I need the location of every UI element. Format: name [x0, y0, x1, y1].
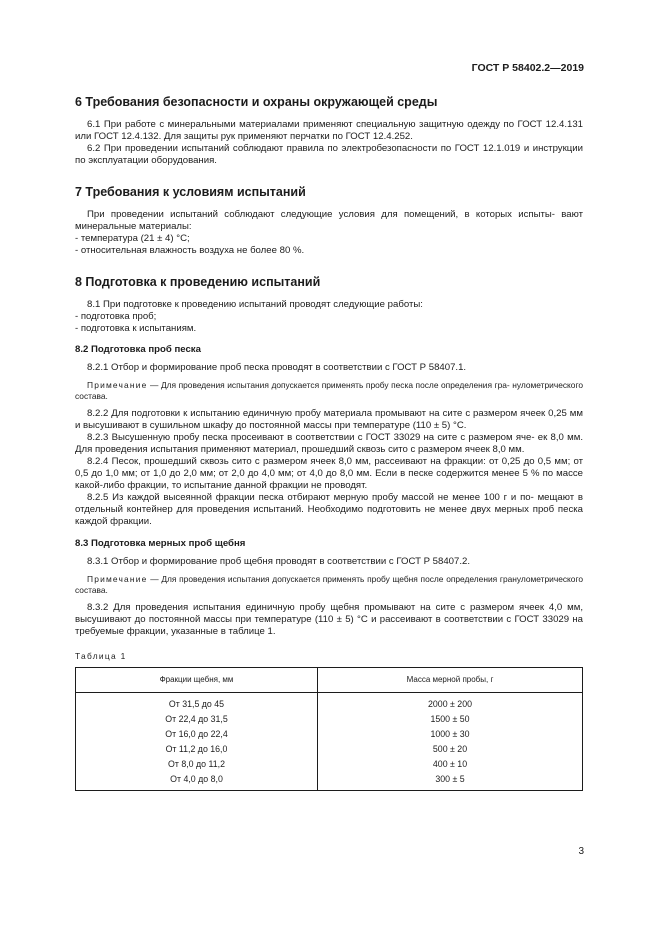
- list-item-humidity: - относительная влажность воздуха не более 80 %.: [75, 245, 305, 256]
- fraction-cell: От 22,4 до 31,5: [76, 711, 318, 726]
- column-header-fraction: Фракции щебня, мм: [76, 668, 318, 693]
- paragraph-6-1: 6.1 При работе с минеральными материалами применяют специальную защитную одежду по ГОСТ 12.4.131 или ГОСТ 12.4.132. Для защиты рук применяют перчатки по ГОСТ 12.4.252.: [75, 119, 583, 142]
- list-item-temperature: - температура (21 ± 4) °С;: [75, 233, 190, 244]
- page-content: [75, 94, 583, 791]
- table-row: [76, 756, 583, 771]
- fraction-cell: От 11,2 до 16,0: [76, 741, 318, 756]
- table-header-row: [76, 668, 583, 693]
- mass-cell: 500 ± 20: [318, 741, 583, 756]
- section-7-title: 7 Требования к условиям испытаний: [75, 185, 306, 199]
- note-8-2: [75, 380, 583, 402]
- note-text: — Для проведения испытания допускается применять пробу щебня после определения гранулометрического состава.: [75, 574, 583, 595]
- mass-cell: 2000 ± 200: [318, 693, 583, 712]
- section-8-title: 8 Подготовка к проведению испытаний: [75, 275, 321, 289]
- table-row: [76, 726, 583, 741]
- mass-cell: 1000 ± 30: [318, 726, 583, 741]
- subsection-8-3-title: 8.3 Подготовка мерных проб щебня: [75, 538, 246, 549]
- note-8-3: [75, 574, 583, 596]
- paragraph-8-2-2: 8.2.2 Для подготовки к испытанию единичную пробу материала промывают на сите с размером ячеек 0,25 мм и высушивают в сушильном шкафу до постоянной массы при температуре (110 ± 5) °С.: [75, 408, 583, 431]
- paragraph-8-2-4: 8.2.4 Песок, прошедший сквозь сито с размером ячеек 8,0 мм, рассеивают на фракции: от 0,25 до 0,5 мм; от 0,5 до 1,0 мм; от 1,0 до 2,0 мм; от 2,0 до 4,0 мм; от 4,0 до 8,0 мм. Если в песке содержится менее 5 % по массе какой-либо фракции, то испытание данной фракции не проводят.: [75, 456, 583, 491]
- note-label: Примечание: [87, 574, 148, 584]
- mass-cell: 1500 ± 50: [318, 711, 583, 726]
- list-item-test-prep: - подготовка к испытаниям.: [75, 323, 197, 334]
- paragraph-6-2: 6.2 При проведении испытаний соблюдают правила по электробезопасности по ГОСТ 12.1.019 и инструкции по эксплуатации оборудования.: [75, 143, 583, 166]
- mass-cell: 400 ± 10: [318, 756, 583, 771]
- note-text: — Для проведения испытания допускается применять пробу песка после определения гра- нулометрического состава.: [75, 380, 583, 401]
- page-number: 3: [578, 846, 584, 857]
- paragraph-8-3-2: 8.3.2 Для проведения испытания единичную пробу щебня промывают на сите с размером ячеек 4,0 мм, высушивают до постоянной массы при температуре (110 ± 5) °С и рассеивают в соответствии с ГОСТ 33029 на требуемые фракции, указанные в таблице 1.: [75, 602, 583, 637]
- column-header-mass: Масса мерной пробы, г: [318, 668, 583, 693]
- table-row: [76, 741, 583, 756]
- paragraph-7-intro: При проведении испытаний соблюдают следующие условия для помещений, в которых испыты- вают минеральные материалы:: [75, 209, 583, 232]
- table-row: [76, 711, 583, 726]
- sample-mass-table: [75, 667, 583, 791]
- section-6-title: 6 Требования безопасности и охраны окружающей среды: [75, 95, 438, 109]
- fraction-cell: От 31,5 до 45: [76, 693, 318, 712]
- subsection-8-2-title: 8.2 Подготовка проб песка: [75, 344, 201, 355]
- list-item-sample-prep: - подготовка проб;: [75, 311, 157, 322]
- table-row: [76, 693, 583, 712]
- paragraph-8-1: 8.1 При подготовке к проведению испытаний проводят следующие работы:: [87, 299, 423, 310]
- paragraph-8-2-3: 8.2.3 Высушенную пробу песка просеивают в соответствии с ГОСТ 33029 на сите с размером яче- ек 8,0 мм. Для проведения испытания применяют материал, прошедший сквозь сито с размером ячеек 8,0 мм.: [75, 432, 583, 455]
- fraction-cell: От 4,0 до 8,0: [76, 771, 318, 791]
- document-id-header: ГОСТ Р 58402.2—2019: [471, 62, 584, 74]
- table-row: [76, 771, 583, 791]
- fraction-cell: От 8,0 до 11,2: [76, 756, 318, 771]
- table-caption: Таблица 1: [75, 651, 127, 661]
- note-label: Примечание: [87, 380, 148, 390]
- fraction-cell: От 16,0 до 22,4: [76, 726, 318, 741]
- paragraph-8-2-5: 8.2.5 Из каждой высеянной фракции песка отбирают мерную пробу массой не менее 100 г и по- мещают в отдельный контейнер для проведения испытаний. Необходимо подготовить не менее двух мерных проб песка каждой фракции.: [75, 492, 583, 527]
- paragraph-8-3-1: 8.3.1 Отбор и формирование проб щебня проводят в соответствии с ГОСТ Р 58407.2.: [87, 556, 471, 567]
- paragraph-8-2-1: 8.2.1 Отбор и формирование проб песка проводят в соответствии с ГОСТ Р 58407.1.: [87, 362, 467, 373]
- mass-cell: 300 ± 5: [318, 771, 583, 791]
